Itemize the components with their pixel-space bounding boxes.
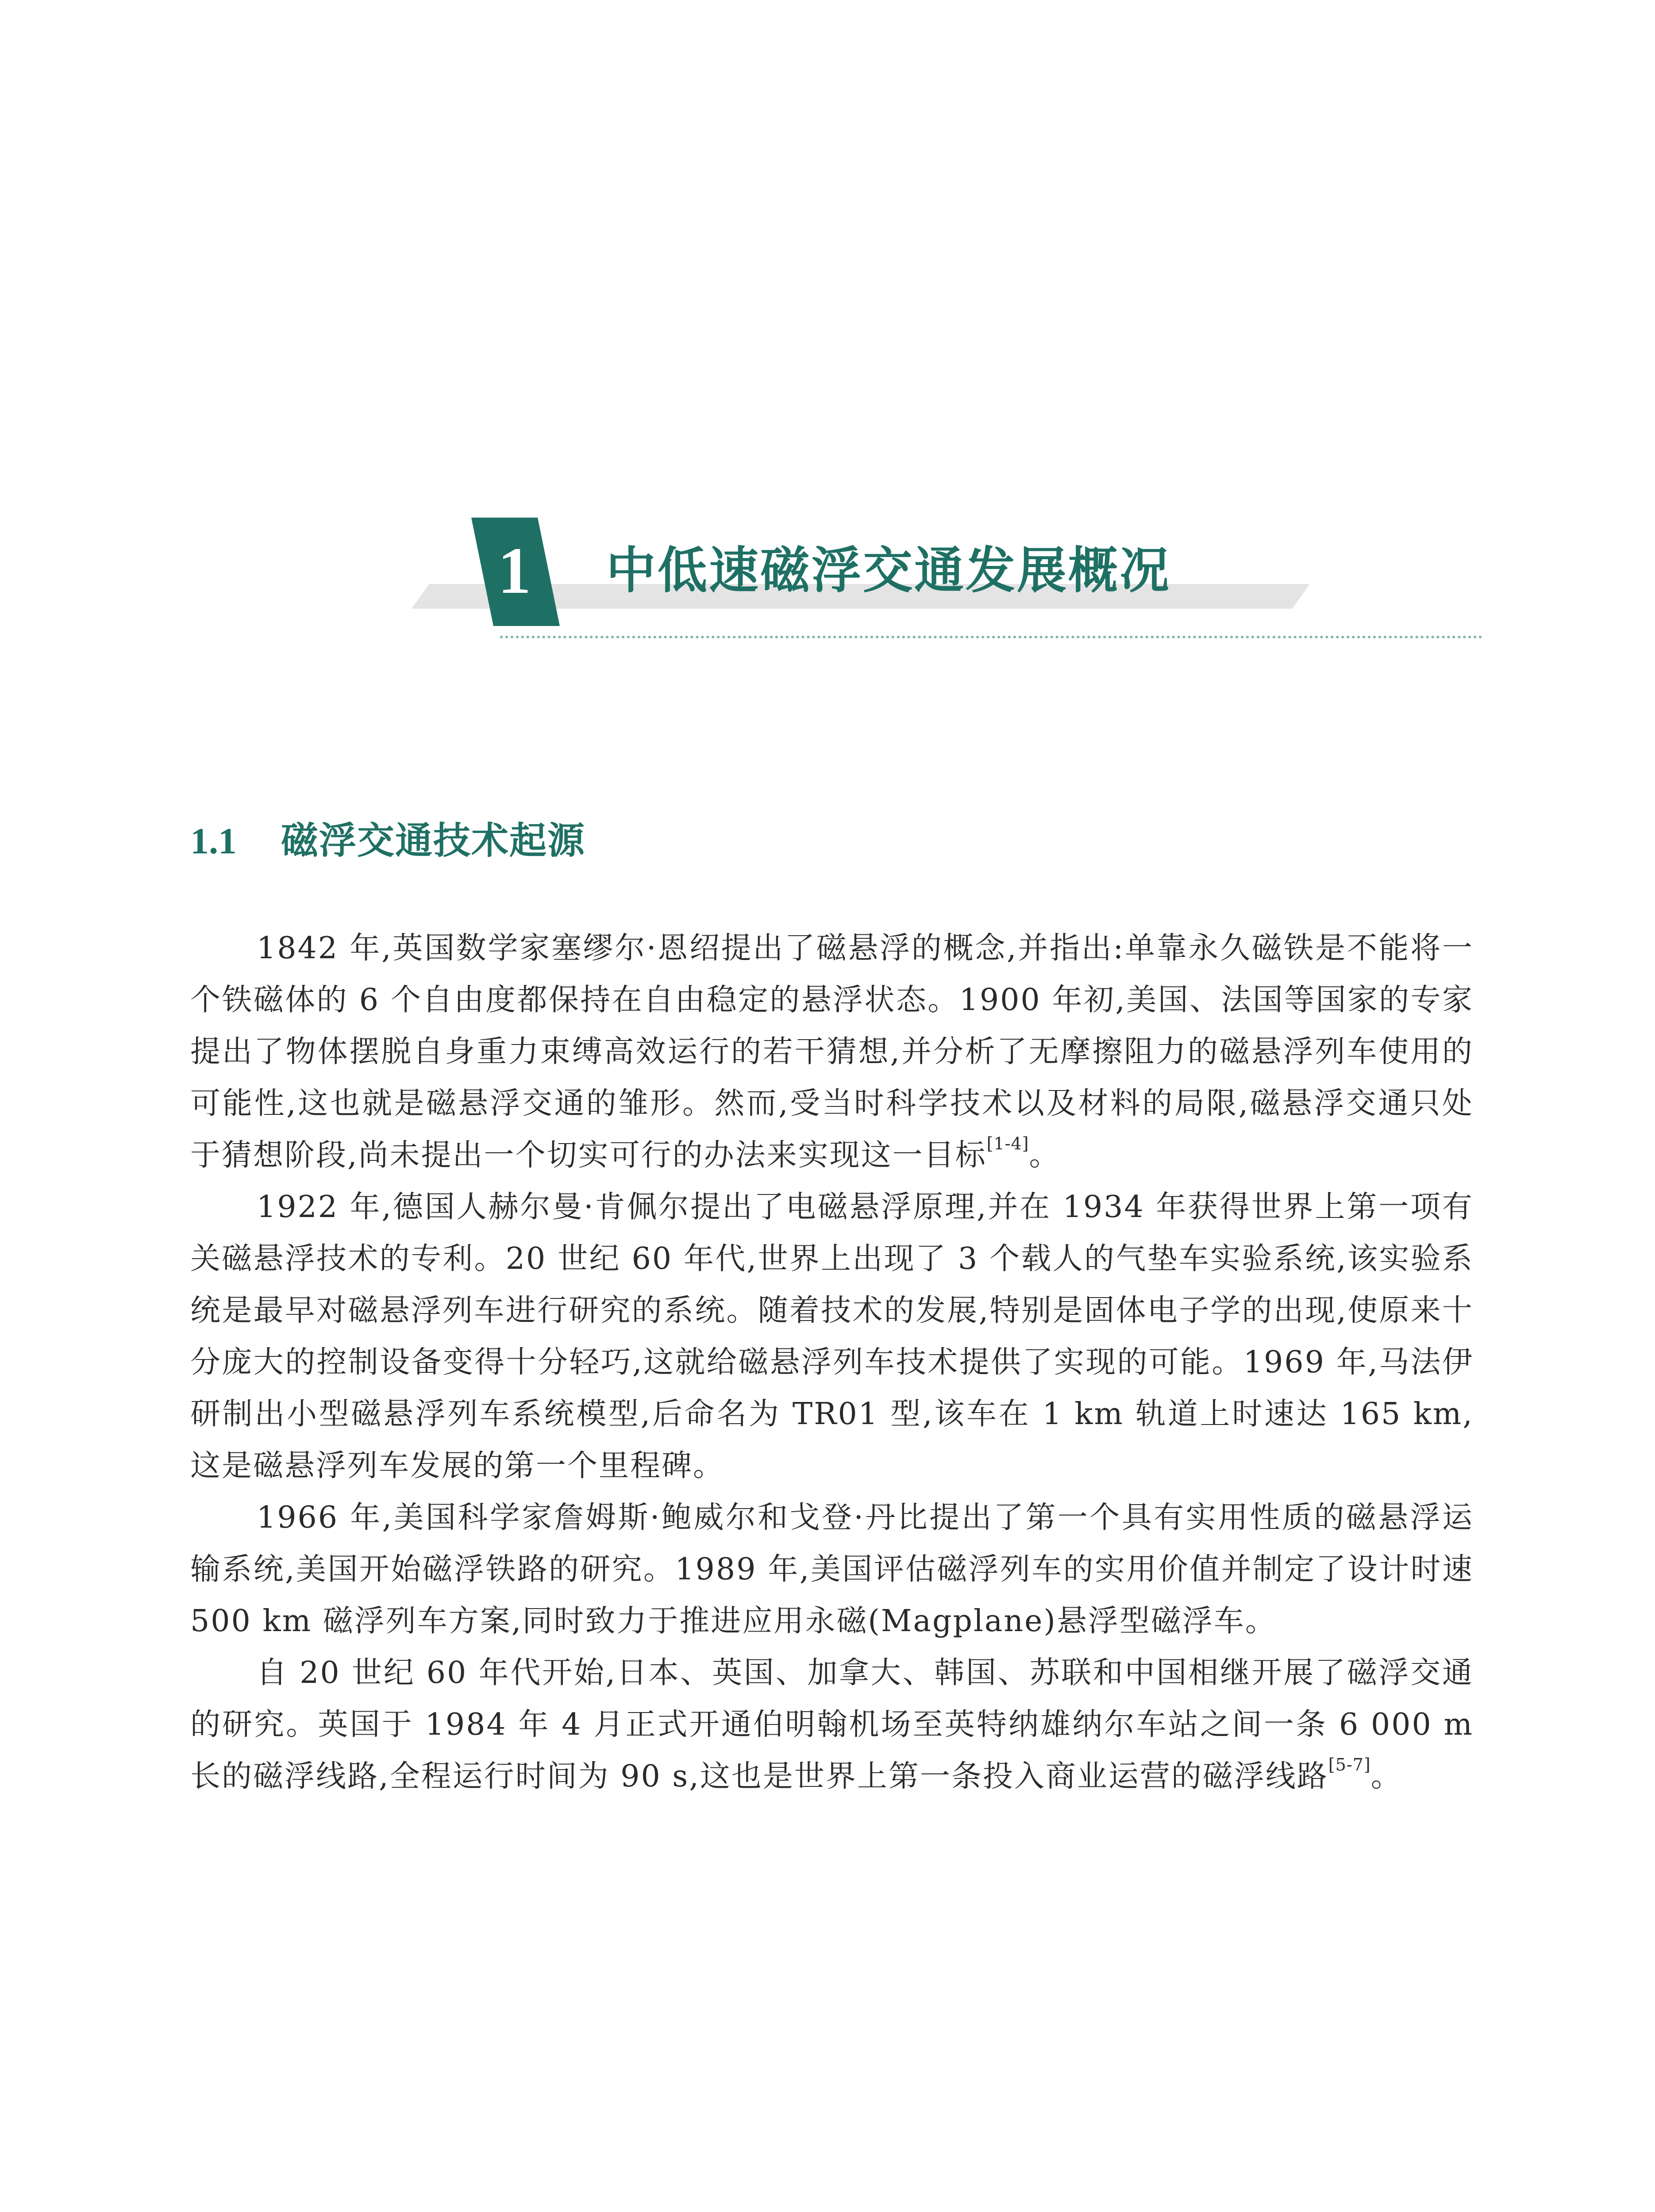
paragraph-2-text: 1922 年,德国人赫尔曼·肯佩尔提出了电磁悬浮原理,并在 1934 年获得世界上第一项有关磁悬浮技术的专利。20 世纪 60 年代,世界上出现了 3 个载人的气垫车实验系统,该实验系统是最早对磁悬浮列车进行研究的系统。随着技术的发展,特别是固体电子学的出现,使原来十分庞大的控制设备变得十分轻巧,这就给磁悬浮列车技术提供了实现的可能。1969 年,马法伊研制出小型磁悬浮列车系统模型,后命名为 TR01 型,该车在 1 km 轨道上时速达 165 km,这是磁悬浮列车发展的第一个里程碑。 (190, 1190, 1474, 1483)
paragraph-4 (190, 1647, 1474, 1802)
section-heading (190, 816, 585, 869)
paragraph-1-text: 1842 年,英国数学家塞缪尔·恩绍提出了磁悬浮的概念,并指出:单靠永久磁铁是不能将一个铁磁体的 6 个自由度都保持在自由稳定的悬浮状态。1900 年初,美国、法国等国家的专家提出了物体摆脱自身重力束缚高效运行的若干猜想,并分析了无摩擦阻力的磁悬浮列车使用的可能性,这也就是磁悬浮交通的雏形。然而,受当时科学技术以及材料的局限,磁悬浮交通只处于猜想阶段,尚未提出一个切实可行的办法来实现这一目标 (190, 931, 1474, 1173)
body-text (190, 922, 1474, 1802)
paragraph-3 (190, 1492, 1474, 1647)
citation-1-4: [1-4] (986, 1134, 1029, 1153)
section-number: 1.1 (190, 821, 237, 862)
paragraph-1 (190, 922, 1474, 1181)
paragraph-2 (190, 1181, 1474, 1492)
chapter-banner (412, 518, 1482, 650)
paragraph-3-text: 1966 年,美国科学家詹姆斯·鲍威尔和戈登·丹比提出了第一个具有实用性质的磁悬浮运输系统,美国开始磁浮铁路的研究。1989 年,美国评估磁浮列车的实用价值并制定了设计时速 500 km 磁浮列车方案,同时致力于推进应用永磁(Magplane)悬浮型磁浮车。 (190, 1500, 1474, 1639)
citation-5-7: [5-7] (1328, 1755, 1371, 1774)
chapter-number: 1 (498, 534, 531, 607)
paragraph-1-end: 。 (1029, 1138, 1061, 1173)
paragraph-4-end: 。 (1370, 1759, 1402, 1794)
paragraph-4-text: 自 20 世纪 60 年代开始,日本、英国、加拿大、韩国、苏联和中国相继开展了磁浮交通的研究。英国于 1984 年 4 月正式开通伯明翰机场至英特纳雄纳尔车站之间一条 6 000 m长的磁浮线路,全程运行时间为 90 s,这也是世界上第一条投入商业运营的磁浮线路 (190, 1655, 1474, 1794)
section-title: 磁浮交通技术起源 (281, 818, 586, 862)
chapter-title: 中低速磁浮交通发展概况 (606, 541, 1171, 599)
chapter-dotted-rule (500, 636, 1482, 638)
